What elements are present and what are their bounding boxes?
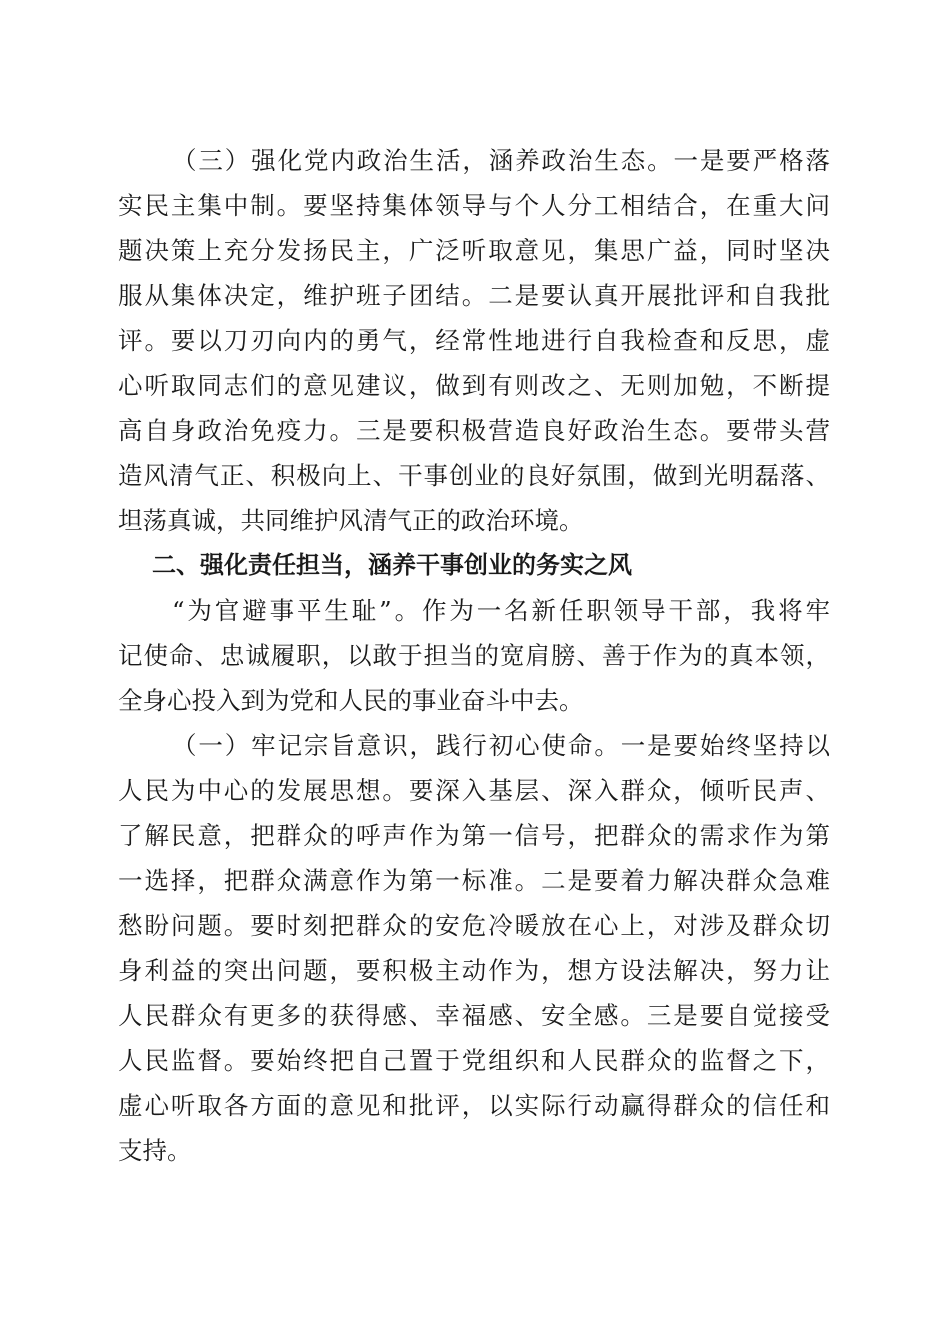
text-line: 题决策上充分发扬民主，广泛听取意见，集思广益，同时坚决 — [118, 236, 830, 265]
text-line: 一选择，把群众满意作为第一标准。二是要着力解决群众急难 — [118, 866, 830, 895]
text-line: 人民监督。要始终把自己置于党组织和人民群众的监督之下， — [118, 1046, 830, 1075]
text-line: 服从集体决定，维护班子团结。二是要认真开展批评和自我批 — [118, 281, 830, 310]
text-line: 虚心听取各方面的意见和批评，以实际行动赢得群众的信任和 — [118, 1091, 830, 1120]
text-line: 支持。 — [118, 1136, 192, 1165]
paragraph — [118, 588, 830, 723]
text-line: 心听取同志们的意见建议，做到有则改之、无则加勉，不断提 — [118, 371, 830, 400]
text-line: 记使命、忠诚履职，以敢于担当的宽肩膀、善于作为的真本领， — [118, 641, 830, 670]
text-line: 人民为中心的发展思想。要深入基层、深入群众，倾听民声、 — [118, 776, 830, 805]
text-line: （三）强化党内政治生活，涵养政治生态。一是要严格落 — [172, 146, 830, 175]
text-line: 造风清气正、积极向上、干事创业的良好氛围，做到光明磊落、 — [118, 461, 830, 490]
section-heading — [118, 543, 830, 588]
paragraph — [118, 138, 830, 543]
text-line: 身利益的突出问题，要积极主动作为，想方设法解决，努力让 — [118, 956, 830, 985]
paragraph — [118, 723, 830, 1173]
text-line: “为官避事平生耻”。作为一名新任职领导干部，我将牢 — [172, 596, 830, 625]
text-line: 愁盼问题。要时刻把群众的安危冷暖放在心上，对涉及群众切 — [118, 911, 830, 940]
text-line: 全身心投入到为党和人民的事业奋斗中去。 — [118, 686, 584, 715]
text-line: 实民主集中制。要坚持集体领导与个人分工相结合，在重大问 — [118, 191, 830, 220]
text-line: 高自身政治免疫力。三是要积极营造良好政治生态。要带头营 — [118, 416, 830, 445]
document-page — [118, 138, 830, 1173]
text-line: 坦荡真诚，共同维护风清气正的政治环境。 — [118, 506, 584, 535]
text-line: 二、强化责任担当，涵养干事创业的务实之风 — [152, 551, 632, 579]
text-line: （一）牢记宗旨意识，践行初心使命。一是要始终坚持以 — [172, 731, 830, 760]
text-line: 评。要以刀刃向内的勇气，经常性地进行自我检查和反思，虚 — [118, 326, 830, 355]
text-line: 了解民意，把群众的呼声作为第一信号，把群众的需求作为第 — [118, 821, 830, 850]
text-line: 人民群众有更多的获得感、幸福感、安全感。三是要自觉接受 — [118, 1001, 830, 1030]
